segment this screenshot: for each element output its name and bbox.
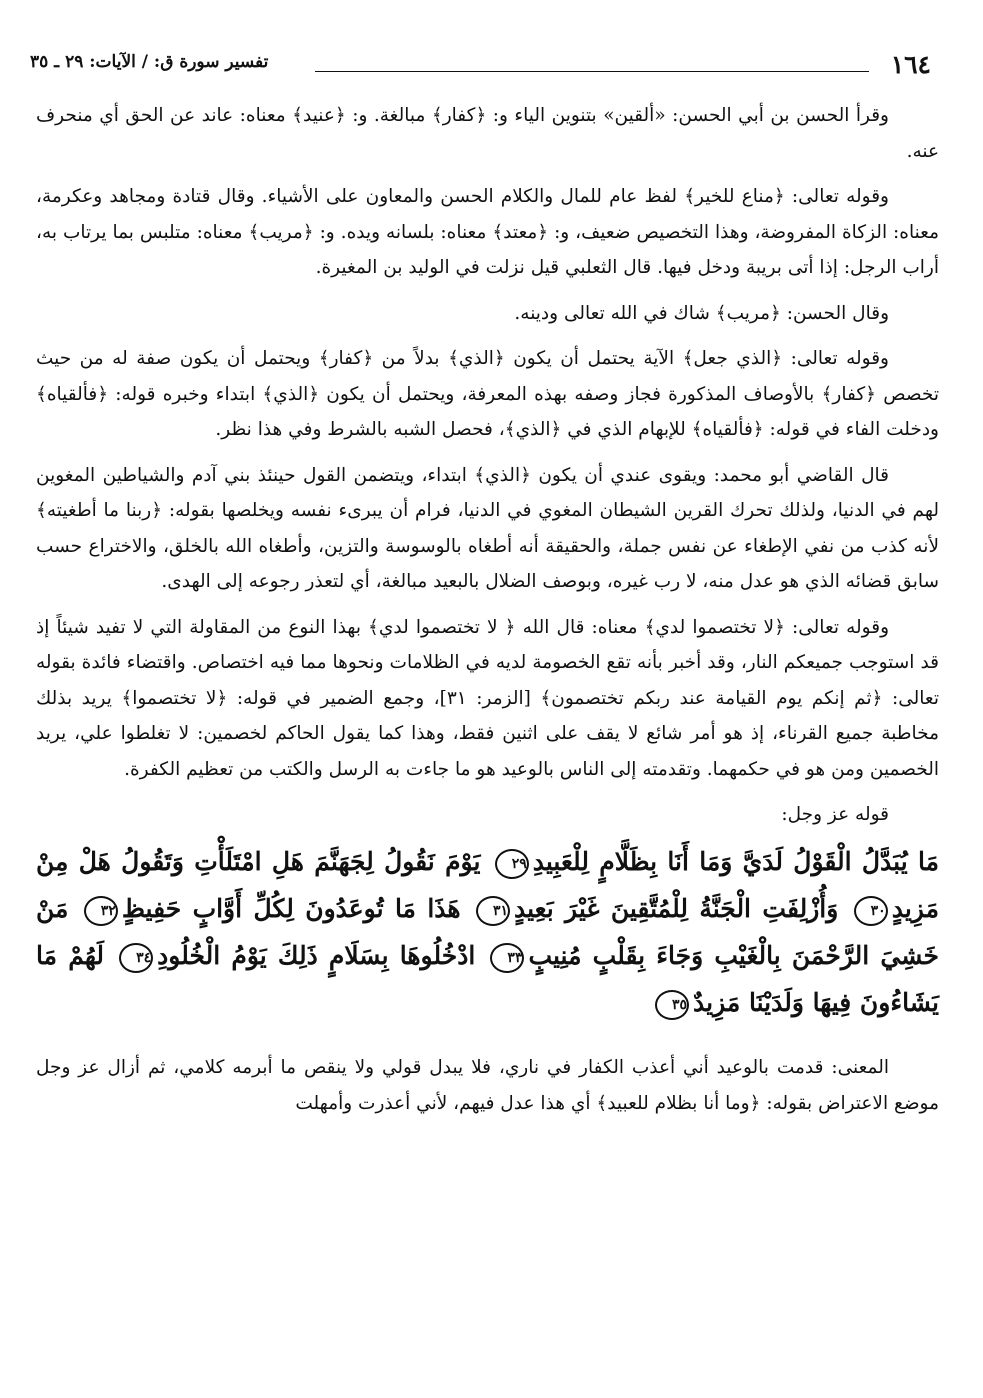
running-title: تفسير سورة ق: / الآيات: ٢٩ ـ ٣٥: [30, 52, 269, 72]
quran-intro: قوله عز وجل:: [781, 804, 889, 825]
paragraph-qadi-abu-muhammad: قال القاضي أبو محمد: ويقوى عندي أن يكون ﴿الذي﴾ ابتداء، ويتضمن القول حينئذ بني آدم والشياطين المغوين لهم في الدنيا، ولذلك تحرك القرين الشيطان المغوي في الدنيا، فرام أن يبرىء نفسه ويخلصها بقوله: ﴿ربنا ما أطغيته﴾ لأنه كذب من نفي الإطغاء عن نفس جملة، والحقيقة أنه أطغاه بالوسوسة والتزين، وأطغاه الله بالخلق، والاختراع حسب سابق قضائه الذي هو عدل منه، لا رب غيره، وبوصف الضلال بالبعيد مبالغة، أي لتعذر رجوعه إلى الهدى.: [36, 464, 939, 592]
quran-verses-block: [36, 838, 939, 1026]
ayah-number-marker: ٣٤: [119, 943, 153, 973]
verse-text: مَنْ خَشِيَ الرَّحْمَنَ بِالْغَيْبِ وَجَاءَ بِقَلْبٍ مُنِيبٍ: [36, 894, 939, 970]
header-rule: [315, 71, 869, 72]
verse-text: وَأُزْلِفَتِ الْجَنَّةُ لِلْمُتَّقِينَ غَيْرَ بَعِيدٍ: [513, 894, 839, 923]
page-number: ١٦٤: [890, 50, 931, 79]
ayah-number-marker: ٣٢: [84, 896, 118, 926]
verse-text: يَوْمَ نَقُولُ لِجَهَنَّمَ هَلِ امْتَلَأْتِ وَتَقُولُ هَلْ مِنْ مَزِيدٍ: [36, 847, 939, 923]
page-header: [30, 44, 931, 84]
ayah-number-marker: ٣٣: [490, 943, 524, 973]
verse-text: لَهُمْ مَا يَشَاءُونَ فِيهَا وَلَدَيْنَا مَزِيدٌ: [36, 941, 939, 1017]
paragraph-la-takhtasimu: وقوله تعالى: ﴿لا تختصموا لدي﴾ معناه: قال الله ﴿ لا تختصموا لدي﴾ بهذا النوع من المقاولة التي لا تفيد شيئاً إذ قد استوجب جميعكم النار، وقد أخبر بأنه تقع الخصومة لديه في الظلامات ونحوها مما فيه اختصاص. واقتضاء فائدة بقوله تعالى: ﴿ثم إنكم يوم القيامة عند ربكم تختصمون﴾ [الزمر: ٣١]، وجمع الضمير في قوله: ﴿لا تختصموا﴾ يريد بذلك مخاطبة جميع القرناء، إذ هو أمر شائع لا يقف على اثنين فقط، وهذا كما يقول الحاكم لخصمين: لا تغلطوا علي، يريد الخصمين ومن هو في حكمهما. وتقدمته إلى الناس بالوعيد هو ما جاءت به الرسل والكتب من تعظيم الكفرة.: [36, 616, 940, 780]
paragraph-al-hasan: وقال الحسن: ﴿مريب﴾ شاك في الله تعالى ودينه.: [514, 302, 889, 324]
ayah-number-marker: ٢٩: [495, 849, 529, 879]
quran-verse-34: [115, 941, 475, 970]
paragraph-manna-lilkhayr: وقوله تعالى: ﴿مناع للخير﴾ لفظ عام للمال والكلام الحسن والمعاون على الأشياء. وقال قتادة ومجاهد وعكرمة، معناه: الزكاة المفروضة، وهذا التخصيص ضعيف، و: ﴿معتد﴾ معناه: بلسانه ويده. و: ﴿مريب﴾ معناه: متلبس بما يرتاب به، أراب الرجل: إذا أتى بريبة ودخل فيها. قال الثعلبي قيل نزلت في الوليد بن المغيرة.: [36, 186, 939, 278]
page-body: [36, 98, 939, 1131]
ayah-number-marker: ٣٠: [854, 896, 888, 926]
verse-text: ادْخُلُوهَا بِسَلَامٍ ذَلِكَ يَوْمُ الْخُلُودِ: [157, 941, 476, 970]
paragraph-al-mana: المعنى: قدمت بالوعيد أني أعذب الكفار في ناري، فلا يبدل قولي ولا ينقص ما أبرمه كلامي، ثم أزال عز وجل موضع الاعتراض بقوله: ﴿وما أنا بظلام للعبيد﴾ أي هذا عدل فيهم، لأني أعذرت وأمهلت: [36, 1057, 939, 1114]
quran-verse-32: [80, 894, 461, 923]
quran-verse-29: [491, 847, 939, 876]
paragraph-qiraat: وقرأ الحسن بن أبي الحسن: «ألقين» بتنوين الياء و: ﴿كفار﴾ مبالغة. و: ﴿عنيد﴾ معناه: عاند عن الحق أي منحرف عنه.: [36, 105, 939, 162]
verse-text: هَذَا مَا تُوعَدُونَ لِكُلِّ أَوَّابٍ حَفِيظٍ: [121, 894, 461, 923]
verse-text: مَا يُبَدَّلُ الْقَوْلُ لَدَيَّ وَمَا أَنَا بِظَلَّامٍ لِلْعَبِيدِ: [532, 847, 939, 876]
ayah-number-marker: ٣١: [476, 896, 510, 926]
paragraph-alladhi-jaal: وقوله تعالى: ﴿الذي جعل﴾ الآية يحتمل أن يكون ﴿الذي﴾ بدلاً من ﴿كفار﴾ ويحتمل أن يكون صفة له من حيث تخصص ﴿كفار﴾ بالأوصاف المذكورة فجاز وصفه بهذه المعرفة، ويحتمل أن يكون ﴿الذي﴾ ابتداء وخبره قوله: ﴿فألقياه﴾ ودخلت الفاء في قوله: ﴿فألقياه﴾ للإبهام الذي في ﴿الذي﴾، فحصل الشبه بالشرط وفي هذا نظر.: [36, 348, 939, 440]
quran-verse-31: [472, 894, 838, 923]
ayah-number-marker: ٣٥: [655, 990, 689, 1020]
